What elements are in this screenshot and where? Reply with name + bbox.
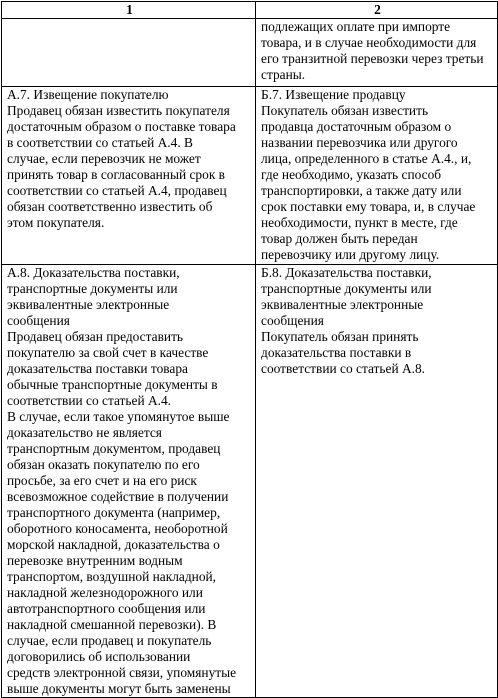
table-cell-left [2, 19, 256, 87]
column-header-1: 1 [2, 2, 256, 19]
cell-text: подлежащих оплате при импорте товара, и в случае необходимости для его транзитной перевозки через третьи страны. [261, 19, 484, 82]
table-cell-right [256, 19, 498, 87]
table-cell-right [256, 87, 498, 265]
table-row [2, 265, 498, 698]
cell-text: Б.8. Доказательства поставки, транспортные документы или эквивалентные электронные сообщения Покупатель обязан принять доказательства поставки в соответствии со статьей А.8. [261, 265, 432, 376]
header-row [2, 2, 498, 19]
contract-table [1, 1, 498, 698]
table-row [2, 87, 498, 265]
table-cell-left [2, 87, 256, 265]
table-row [2, 19, 498, 87]
column-header-2: 2 [256, 2, 498, 19]
cell-text: А.7. Извещение покупателю Продавец обязан известить покупателя достаточным образом о поставке товара в соответствии со статьей А.4. В случае, если перевозчик не может принять товар в согласованный срок в соответствии со статьей А.4, продавец обязан соответственно известить об этом покупателя. [7, 87, 236, 230]
table-cell-right [256, 265, 498, 698]
cell-text: Б.7. Извещение продавцу Покупатель обязан известить продавца достаточным образом о названии перевозчика или другого лица, определенного в статье А.4., и, где необходимо, указать способ транспортировки, а также дату или срок поставки ему товара, и, в случае необходимости, пункт в месте, где товар должен быть передан перевозчику или другому лицу. [261, 87, 476, 262]
cell-text: А.8. Доказательства поставки, транспортные документы или эквивалентные электронные сообщения Продавец обязан предоставить покупателю за свой счет в качестве доказательства поставки товара обычные транспортные документы в соответствии со статьей А.4. В случае, если такое упомянутое выше доказательство не является транспортным документом, продавец обязан оказать покупателю по его просьбе, за его счет и на его риск всевозможное содействие в получении транспортного документа (например, оборотного коносамента, необоротной морской накладной, доказательства о перевозке внутренним водным транспортом, воздушной накладной, накладной железнодорожного или автотранспортного сообщения или накладной смешанной перевозки). В случае, если продавец и покупатель договорились об использовании средств электронной связи, упомянутые выше документы могут быть заменены [7, 265, 237, 696]
table-cell-left [2, 265, 256, 698]
